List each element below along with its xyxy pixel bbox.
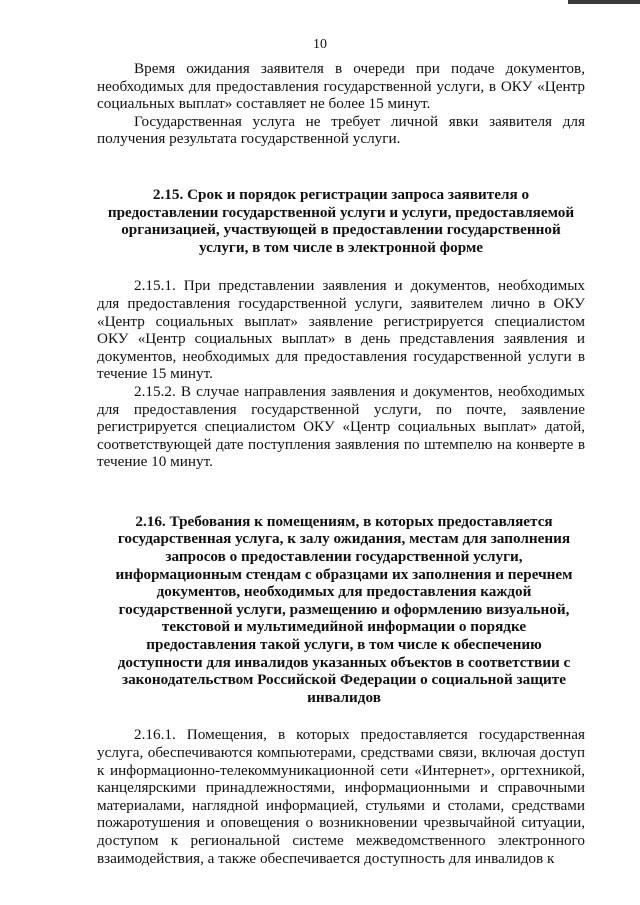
paragraph-2-16-1: 2.16.1. Помещения, в которых предоставляется государственная услуга, обеспечиваются компьютерами, средствами связи, включая доступ к информационно-телекоммуникационной сети «Интернет», оргтехникой, канцелярскими принадлежностями, информационными и справочными материалами, наглядной информацией, стульями и столами, средствами пожаротушения и оповещения о возникновении чрезвычайной ситуации, доступом к региональной системе межведомственного электронного взаимодействия, а также обеспечивается доступность для инвалидов к [97,726,585,867]
section-heading-2-15: 2.15. Срок и порядок регистрации запроса заявителя о предоставлении государственной услуги и услуги, предоставляемой организацией, участвующей в предоставлении государственной услуги, в том числе в электронной форме [107,185,575,256]
paragraph-2-15-2: 2.15.2. В случае направления заявления и документов, необходимых для предоставления государственной услуги, по почте, заявление регистрируется специалистом ОКУ «Центр социальных выплат» датой, соответствующей дате поступления заявления по штемпелю на конверте в течение 10 минут. [97,382,585,471]
paragraph-no-personal-appearance: Государственная услуга не требует личной явки заявителя для получения результата государственной услуги. [97,112,585,148]
scan-edge-mark [568,0,640,4]
section-heading-2-16: 2.16. Требования к помещениям, в которых предоставляется государственная услуга, к залу ожидания, местам для заполнения запросов о предоставлении государственной услуги, информационным стендам с образцами их заполнения и перечнем документов, необходимых для предоставления каждой государственной услуги, размещению и оформлению визуальной, текстовой и мультимедийной информации о порядке предоставления такой услуги, в том числе к обеспечению доступности для инвалидов указанных объектов в соответствии с законодательством Российской Федерации о социальной защите инвалидов [115,512,573,706]
paragraph-waiting-time: Время ожидания заявителя в очереди при подаче документов, необходимых для предоставления государственной услуги, в ОКУ «Центр социальных выплат» составляет не более 15 минут. [97,60,585,113]
document-body [97,60,585,867]
paragraph-2-15-1: 2.15.1. При представлении заявления и документов, необходимых для предоставления государственной услуги, заявителем лично в ОКУ «Центр социальных выплат» заявление регистрируется специалистом ОКУ «Центр социальных выплат» в день представления заявления и документов, необходимых для предоставления государственной услуги в течение 15 минут. [97,277,585,383]
page-number: 10 [313,37,327,52]
